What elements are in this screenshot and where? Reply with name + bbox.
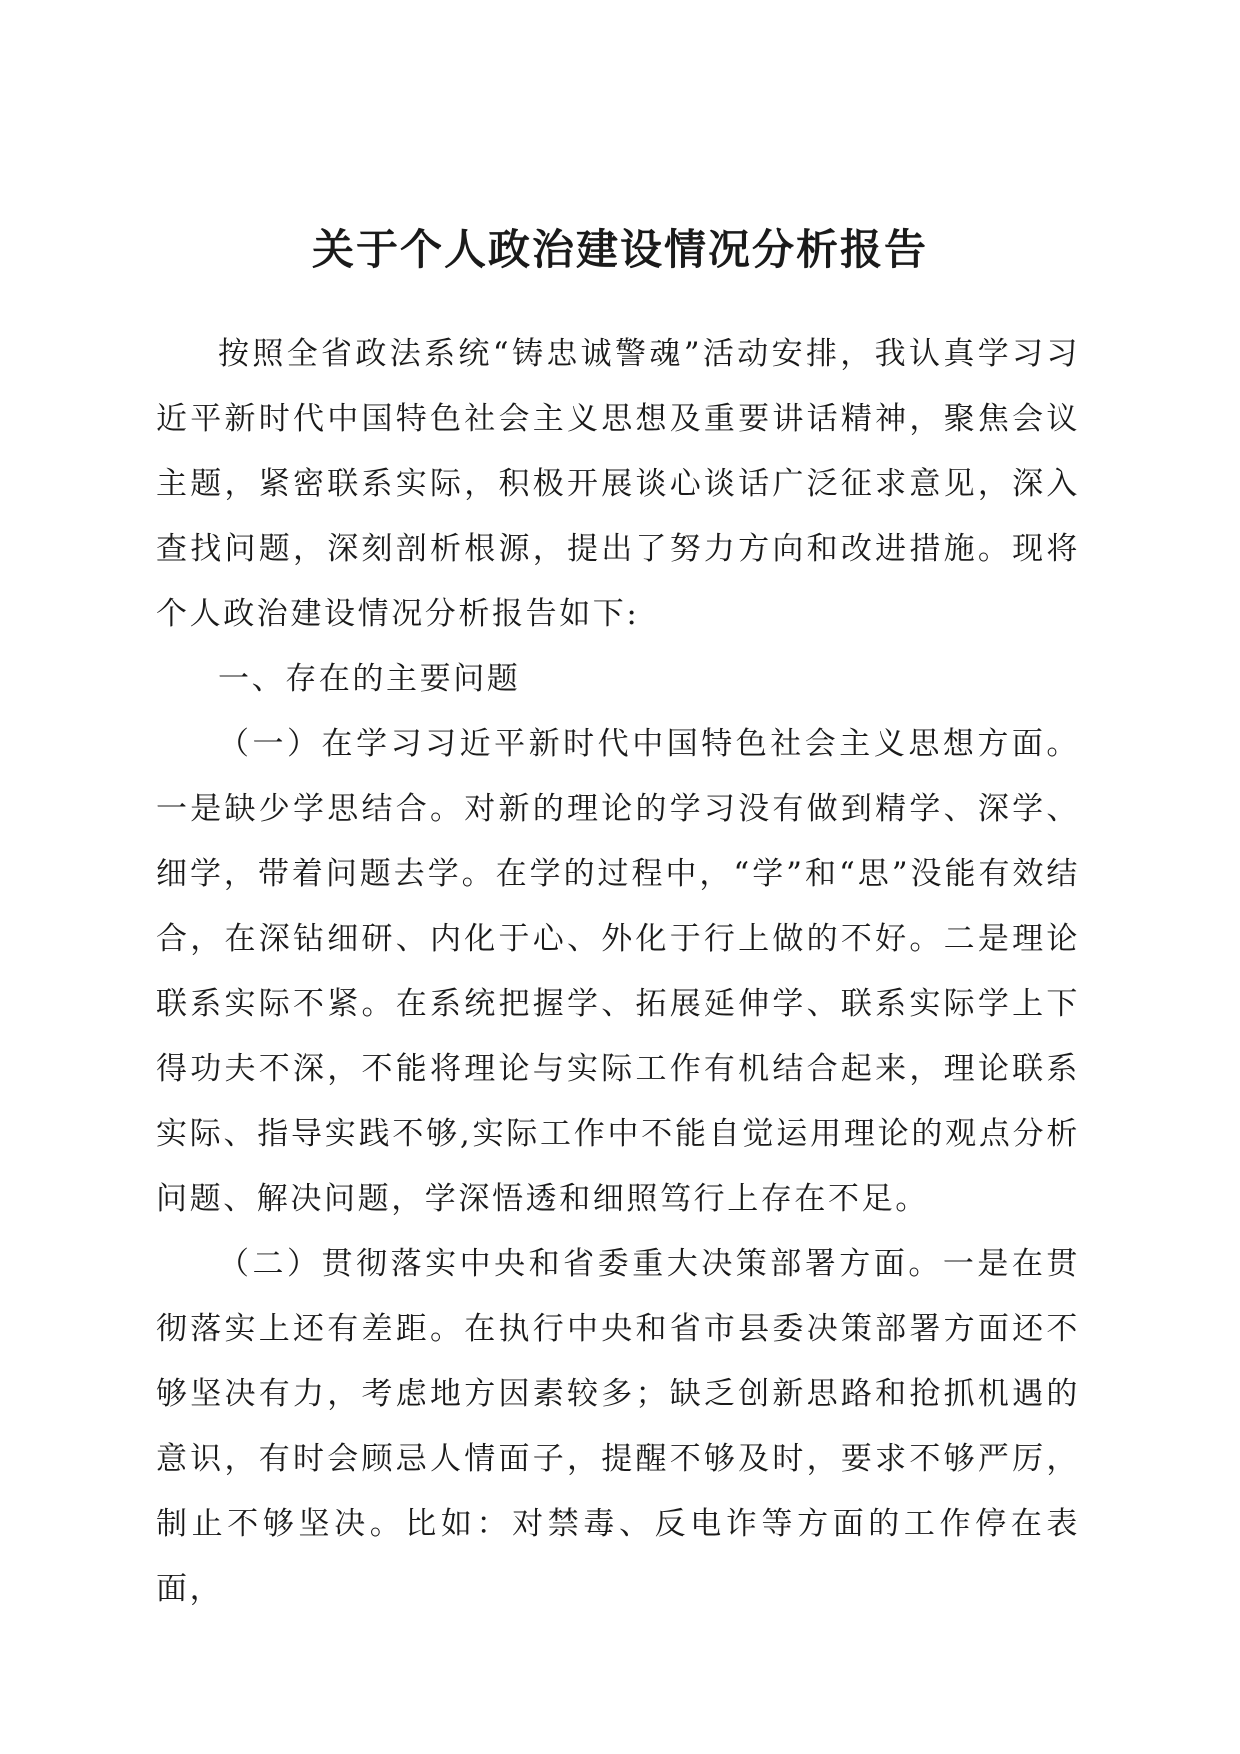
document-title: 关于个人政治建设情况分析报告 [311,225,928,274]
document-body [156,322,1080,1622]
paragraph-policy-implementation: （二）贯彻落实中央和省委重大决策部署方面。一是在贯彻落实上还有差距。在执行中央和省市县委决策部署方面还不够坚决有力，考虑地方因素较多；缺乏创新思路和抢抓机遇的意识，有时会顾忌人情面子，提醒不够及时，要求不够严厉，制止不够坚决。比如：对禁毒、反电诈等方面的工作停在表面， [156,1246,1080,1607]
paragraph-theory-study: （一）在学习习近平新时代中国特色社会主义思想方面。一是缺少学思结合。对新的理论的学习没有做到精学、深学、细学，带着问题去学。在学的过程中，“学”和“思”没能有效结合，在深钻细研、内化于心、外化于行上做的不好。二是理论联系实际不紧。在系统把握学、拓展延伸学、联系实际学上下得功夫不深，不能将理论与实际工作有机结合起来，理论联系实际、指导实践不够,实际工作中不能自觉运用理论的观点分析问题、解决问题，学深悟透和细照笃行上存在不足。 [156,726,1080,1217]
paragraph-intro: 按照全省政法系统“铸忠诚警魂”活动安排，我认真学习习近平新时代中国特色社会主义思想及重要讲话精神，聚焦会议主题，紧密联系实际，积极开展谈心谈话广泛征求意见，深入查找问题，深刻剖析根源，提出了努力方向和改进措施。现将个人政治建设情况分析报告如下: [156,336,1080,632]
section-heading-problems: 一、存在的主要问题 [218,661,521,697]
